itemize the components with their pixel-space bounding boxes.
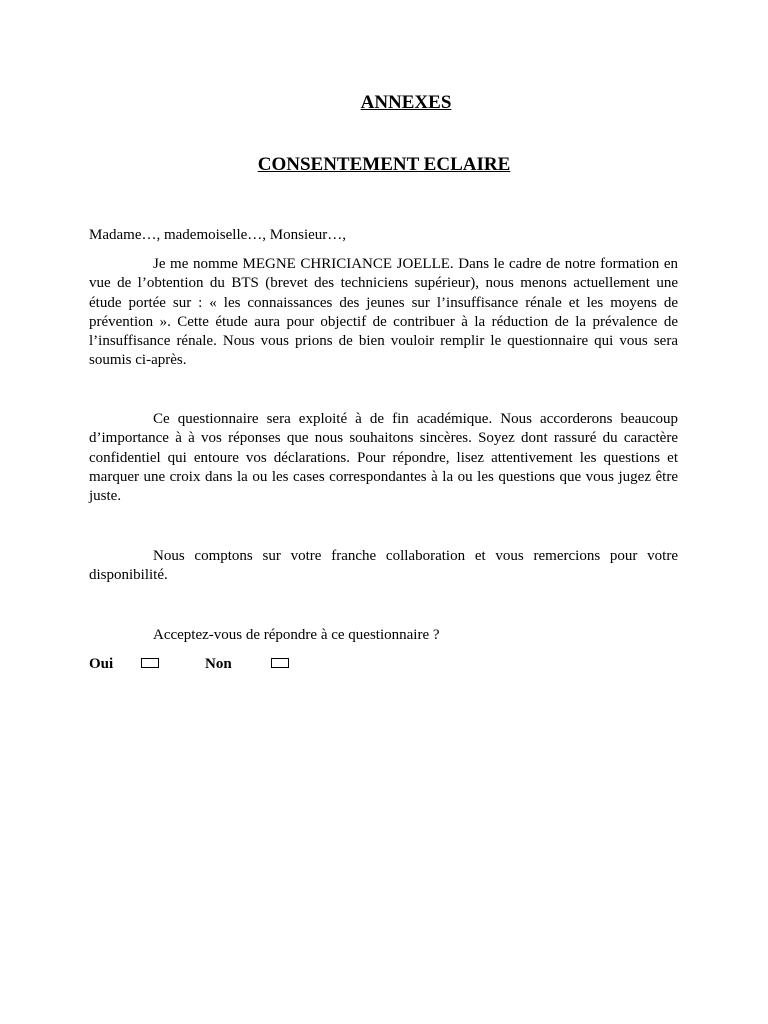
consent-heading: CONSENTEMENT ECLAIRE (257, 154, 511, 175)
confidentiality-paragraph: Ce questionnaire sera exploité à de fin académique. Nous accorderons beaucoup d’importance à à vos réponses que nous souhaitons sincères. Soyez dont rassuré du caractère confidentiel qui entoure vos déclarations. Pour répondre, lisez attentivement les questions et marquer une croix dans la ou les cases correspondantes à la ou les questions que vous jugez être juste. (89, 411, 678, 505)
yes-label: Oui (89, 656, 114, 672)
yes-checkbox[interactable] (141, 658, 159, 668)
no-label: Non (205, 656, 232, 672)
annexes-heading: ANNEXES (360, 92, 452, 113)
greeting-line: Madame…, mademoiselle…, Monsieur…, (89, 227, 347, 243)
intro-paragraph: Je me nomme MEGNE CHRICIANCE JOELLE. Dans le cadre de notre formation en vue de l’obtention du BTS (brevet des techniciens supérieur), nous menons actuellement une étude portée sur : « les connaissances des jeunes sur l’insuffisance rénale et les moyens de prévention ». Cette étude aura pour objectif de contribuer à la réduction de la prévalence de l’insuffisance rénale. Nous vous prions de bien vouloir remplir le questionnaire qui vous sera soumis ci-après. (89, 256, 678, 369)
thanks-paragraph: Nous comptons sur votre franche collaboration et vous remercions pour votre disponibilité. (89, 548, 678, 584)
consent-question: Acceptez-vous de répondre à ce questionnaire ? (153, 627, 440, 643)
no-checkbox[interactable] (271, 658, 289, 668)
consent-answers (89, 655, 389, 675)
